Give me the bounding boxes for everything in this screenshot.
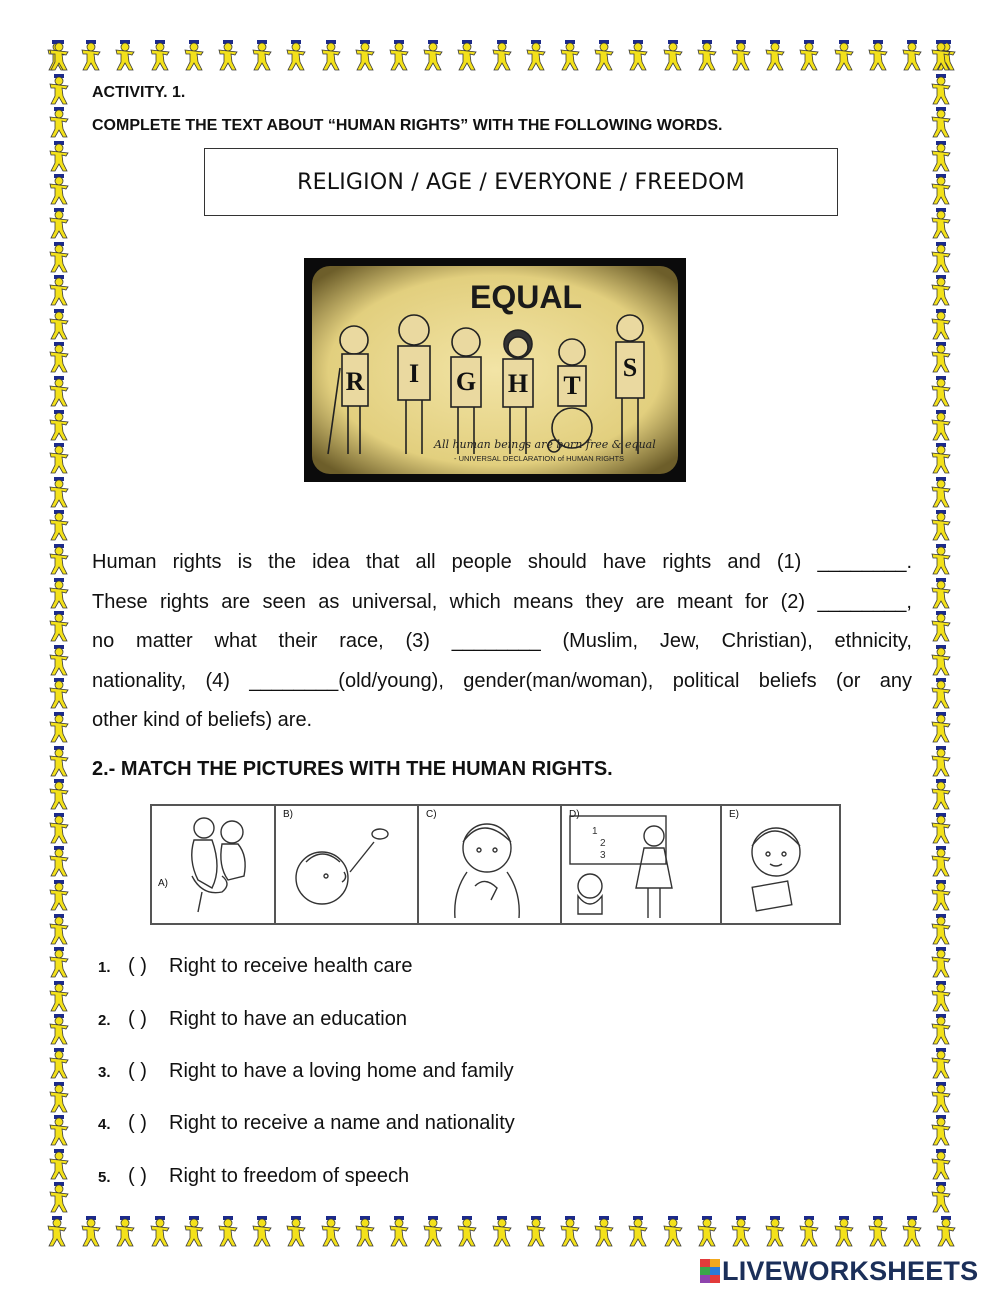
passage-line-4: nationality, (4) ________(old/young), gender(man/woman), political beliefs (or any	[92, 669, 912, 692]
match-item-3	[98, 1060, 514, 1083]
border-figure-icon	[865, 40, 891, 72]
border-figure-icon	[523, 1216, 549, 1248]
border-figure-icon	[928, 309, 954, 341]
border-figure-icon	[46, 275, 72, 307]
match-item-2-answer[interactable]: ( )	[128, 1008, 147, 1030]
border-figure-icon	[420, 40, 446, 72]
border-figure-icon	[694, 40, 720, 72]
poster-caption-line1: All human beings are born free & equal	[434, 438, 656, 451]
border-figure-icon	[249, 1216, 275, 1248]
border-figure-icon	[46, 1082, 72, 1114]
border-figure-icon	[928, 981, 954, 1013]
picture-c-name-nationality	[419, 806, 562, 923]
border-figure-icon	[591, 1216, 617, 1248]
border-figure-icon	[46, 981, 72, 1013]
border-figure-icon	[46, 1115, 72, 1147]
border-figure-icon	[46, 510, 72, 542]
border-figure-icon	[928, 174, 954, 206]
border-figure-icon	[625, 1216, 651, 1248]
border-figure-icon	[46, 947, 72, 979]
border-figure-icon	[660, 1216, 686, 1248]
border-figure-icon	[928, 107, 954, 139]
border-figure-icon	[46, 779, 72, 811]
match-item-1-number: 1.	[98, 959, 111, 976]
match-item-3-number: 3.	[98, 1064, 111, 1081]
border-figure-icon	[46, 40, 72, 72]
border-figure-icon	[489, 40, 515, 72]
border-figure-icon	[928, 578, 954, 610]
border-figure-icon	[283, 1216, 309, 1248]
border-figure-icon	[591, 40, 617, 72]
picture-a-health-care	[152, 806, 276, 923]
equal-rights-poster	[304, 258, 686, 482]
border-figure-icon	[928, 208, 954, 240]
poster-letter-i: I	[408, 359, 420, 388]
border-figure-icon	[928, 510, 954, 542]
word-bank: RELIGION / AGE / EVERYONE / FREEDOM	[204, 148, 838, 216]
border-figure-icon	[44, 1216, 70, 1248]
human-rights-passage	[92, 543, 912, 741]
border-figure-icon	[928, 376, 954, 408]
border-figure-icon	[181, 1216, 207, 1248]
border-figure-icon	[928, 40, 954, 72]
border-figure-icon	[557, 1216, 583, 1248]
match-item-5-number: 5.	[98, 1169, 111, 1186]
border-figure-icon	[928, 813, 954, 845]
border-figure-icon	[831, 1216, 857, 1248]
border-figure-icon	[318, 40, 344, 72]
section2-title: 2.- MATCH THE PICTURES WITH THE HUMAN RIGHTS.	[92, 758, 613, 780]
border-figure-icon	[928, 242, 954, 274]
border-figure-icon	[928, 1082, 954, 1114]
match-item-3-answer[interactable]: ( )	[128, 1060, 147, 1082]
border-figure-icon	[899, 1216, 925, 1248]
border-figure-icon	[78, 1216, 104, 1248]
border-figure-icon	[249, 40, 275, 72]
border-figure-icon	[147, 40, 173, 72]
border-figure-icon	[660, 40, 686, 72]
picture-label-d: D)	[569, 809, 580, 820]
border-figure-icon	[928, 947, 954, 979]
liveworksheets-logo-text: LIVEWORKSHEETS	[722, 1255, 979, 1286]
border-figure-icon	[928, 141, 954, 173]
border-figure-icon	[557, 40, 583, 72]
border-figure-icon	[928, 611, 954, 643]
border-figure-icon	[928, 1048, 954, 1080]
match-item-2-text: Right to have an education	[169, 1008, 407, 1030]
passage-line-1: Human rights is the idea that all people should have rights and (1) ________.	[92, 551, 912, 573]
border-figure-icon	[928, 880, 954, 912]
border-figure-icon	[928, 779, 954, 811]
boy-thinking-drawing	[419, 806, 560, 923]
border-figure-icon	[46, 1182, 72, 1214]
border-figure-icon	[928, 1014, 954, 1046]
border-figure-icon	[796, 1216, 822, 1248]
poster-title: EQUAL	[470, 279, 582, 315]
border-figure-icon	[46, 107, 72, 139]
match-item-5-answer[interactable]: ( )	[128, 1165, 147, 1187]
border-figure-icon	[928, 712, 954, 744]
border-figure-icon	[523, 40, 549, 72]
passage-line-2: These rights are seen as universal, which means they are meant for (2) ________,	[92, 590, 912, 613]
passage-line-5: other kind of beliefs) are.	[92, 709, 313, 731]
border-figure-icon	[46, 578, 72, 610]
border-figure-icon	[46, 342, 72, 374]
border-figure-icon	[352, 40, 378, 72]
border-figure-icon	[46, 813, 72, 845]
border-figure-icon	[420, 1216, 446, 1248]
activity-instruction: COMPLETE THE TEXT ABOUT “HUMAN RIGHTS” WITH THE FOLLOWING WORDS.	[92, 117, 723, 134]
picture-b-speech	[276, 806, 419, 923]
border-figure-icon	[928, 410, 954, 442]
border-figure-icon	[899, 40, 925, 72]
poster-letter-t: T	[563, 371, 581, 400]
liveworksheets-logo-icon	[700, 1259, 720, 1283]
match-item-4	[98, 1112, 515, 1135]
border-figure-icon	[865, 1216, 891, 1248]
border-bottom	[44, 1216, 956, 1250]
border-figure-icon	[928, 914, 954, 946]
match-item-1-answer[interactable]: ( )	[128, 955, 147, 977]
poster-letter-g: G	[455, 367, 477, 396]
passage-line-3: no matter what their race, (3) ________ (Muslim, Jew, Christian), ethnicity,	[92, 630, 912, 652]
border-figure-icon	[928, 477, 954, 509]
border-figure-icon	[46, 376, 72, 408]
match-item-4-text: Right to receive a name and nationality	[169, 1112, 515, 1134]
match-item-2	[98, 1008, 407, 1031]
border-figure-icon	[928, 1182, 954, 1214]
border-figure-icon	[181, 40, 207, 72]
border-figure-icon	[933, 1216, 959, 1248]
border-figure-icon	[454, 1216, 480, 1248]
board-text-2: 2	[600, 838, 606, 849]
picture-label-e: E)	[729, 809, 739, 820]
border-top	[44, 40, 956, 74]
picture-e-family-card	[722, 806, 839, 923]
picture-label-a: A)	[158, 878, 168, 889]
border-figure-icon	[46, 477, 72, 509]
border-figure-icon	[78, 40, 104, 72]
match-item-5	[98, 1165, 409, 1188]
border-figure-icon	[928, 443, 954, 475]
border-figure-icon	[46, 74, 72, 106]
border-figure-icon	[831, 40, 857, 72]
border-figure-icon	[728, 40, 754, 72]
border-figure-icon	[46, 1014, 72, 1046]
border-figure-icon	[928, 846, 954, 878]
border-figure-icon	[46, 880, 72, 912]
border-figure-icon	[928, 1115, 954, 1147]
border-figure-icon	[352, 1216, 378, 1248]
border-figure-icon	[928, 544, 954, 576]
border-figure-icon	[454, 40, 480, 72]
border-figure-icon	[46, 544, 72, 576]
border-figure-icon	[46, 242, 72, 274]
picture-label-c: C)	[426, 809, 437, 820]
poster-letter-s: S	[622, 353, 638, 382]
border-figure-icon	[46, 141, 72, 173]
border-figure-icon	[928, 746, 954, 778]
border-figure-icon	[46, 443, 72, 475]
border-figure-icon	[46, 914, 72, 946]
border-figure-icon	[46, 846, 72, 878]
border-figure-icon	[147, 1216, 173, 1248]
border-figure-icon	[112, 1216, 138, 1248]
border-figure-icon	[46, 712, 72, 744]
border-figure-icon	[728, 1216, 754, 1248]
board-text-1: 1	[592, 826, 598, 837]
border-figure-icon	[46, 1048, 72, 1080]
border-figure-icon	[928, 74, 954, 106]
border-right	[926, 40, 960, 1220]
border-figure-icon	[386, 1216, 412, 1248]
poster-letter-h: H	[507, 369, 529, 398]
activity-heading: ACTIVITY. 1.	[92, 84, 186, 101]
border-figure-icon	[694, 1216, 720, 1248]
poster-letter-r: R	[345, 367, 365, 396]
teacher-blackboard-drawing	[562, 806, 720, 923]
border-figure-icon	[46, 309, 72, 341]
border-figure-icon	[928, 342, 954, 374]
child-id-card-drawing	[722, 806, 837, 923]
border-figure-icon	[318, 1216, 344, 1248]
match-item-1	[98, 955, 412, 978]
border-figure-icon	[762, 1216, 788, 1248]
border-figure-icon	[46, 208, 72, 240]
match-item-4-answer[interactable]: ( )	[128, 1112, 147, 1134]
match-item-5-text: Right to freedom of speech	[169, 1165, 410, 1187]
border-figure-icon	[386, 40, 412, 72]
match-item-3-text: Right to have a loving home and family	[169, 1060, 514, 1082]
match-item-2-number: 2.	[98, 1012, 111, 1029]
border-figure-icon	[928, 1149, 954, 1181]
border-figure-icon	[625, 40, 651, 72]
border-figure-icon	[796, 40, 822, 72]
liveworksheets-logo[interactable]	[700, 1254, 978, 1288]
border-figure-icon	[46, 1149, 72, 1181]
border-figure-icon	[215, 1216, 241, 1248]
border-left	[44, 40, 78, 1220]
board-text-3: 3	[600, 850, 606, 861]
border-figure-icon	[283, 40, 309, 72]
border-figure-icon	[46, 174, 72, 206]
border-figure-icon	[46, 410, 72, 442]
border-figure-icon	[928, 275, 954, 307]
border-figure-icon	[112, 40, 138, 72]
child-microphone-drawing	[276, 806, 417, 923]
border-figure-icon	[928, 645, 954, 677]
border-figure-icon	[762, 40, 788, 72]
pictures-strip	[150, 804, 841, 925]
match-item-4-number: 4.	[98, 1116, 111, 1133]
border-figure-icon	[215, 40, 241, 72]
border-figure-icon	[46, 678, 72, 710]
match-item-1-text: Right to receive health care	[169, 955, 413, 977]
border-figure-icon	[46, 746, 72, 778]
border-figure-icon	[489, 1216, 515, 1248]
border-figure-icon	[928, 678, 954, 710]
border-figure-icon	[46, 645, 72, 677]
doctor-patient-drawing	[152, 806, 274, 923]
picture-label-b: B)	[283, 809, 293, 820]
border-figure-icon	[46, 611, 72, 643]
poster-caption-line2: - UNIVERSAL DECLARATION of HUMAN RIGHTS	[454, 454, 625, 463]
picture-d-education	[562, 806, 722, 923]
